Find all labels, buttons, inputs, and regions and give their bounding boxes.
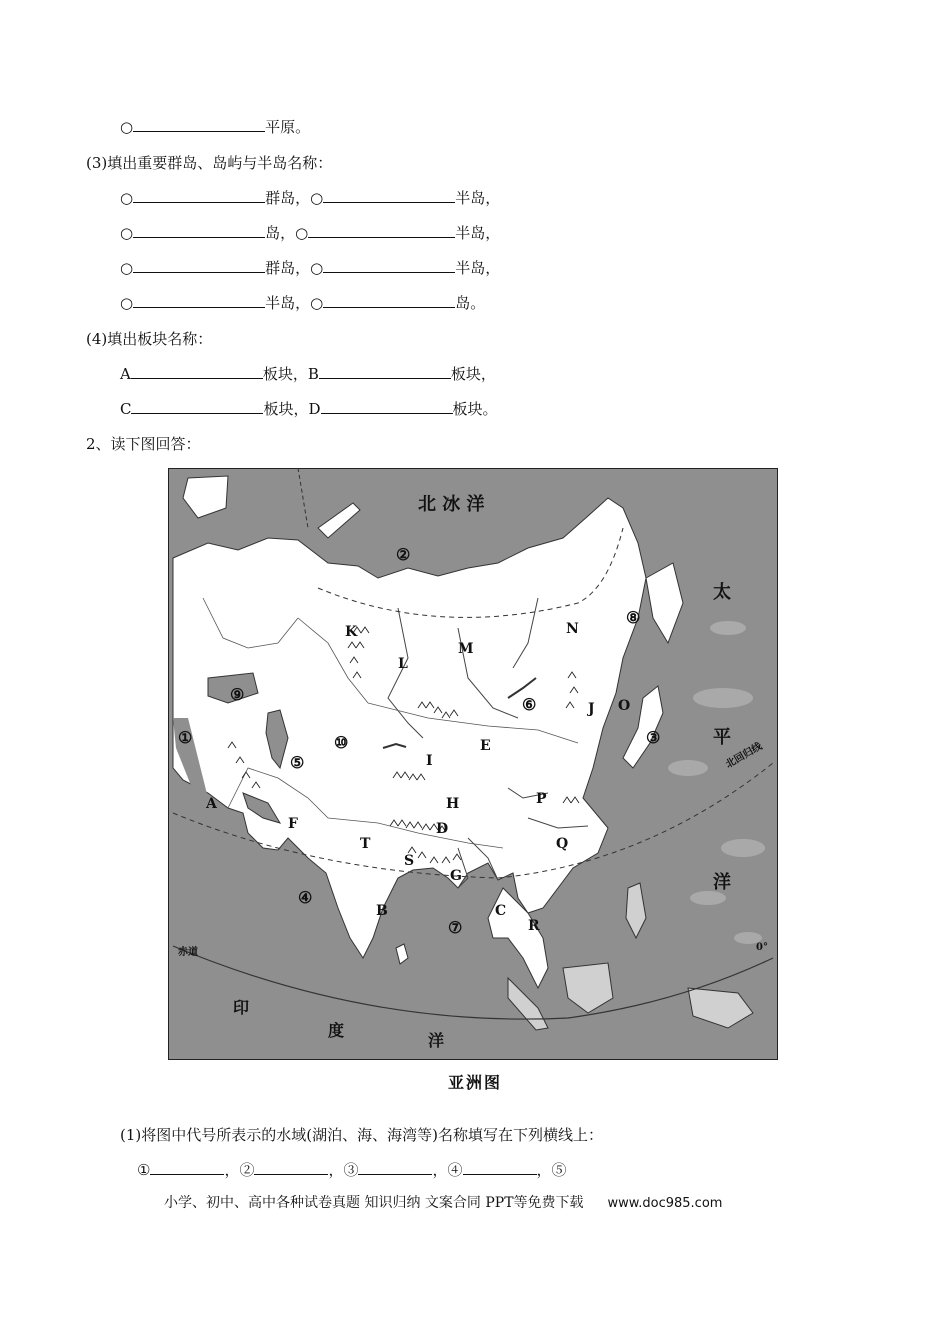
map-number-10: ⑩	[334, 733, 349, 752]
map-letter-G: G	[450, 868, 462, 884]
map-number-1: ①	[178, 728, 193, 747]
equator-label: 赤道	[178, 947, 198, 958]
zero-degree-label: 0°	[756, 942, 768, 953]
footer-url[interactable]: www.doc985.com	[607, 1196, 723, 1211]
answer-blank[interactable]	[133, 117, 265, 132]
map-number-9: ⑨	[230, 685, 245, 704]
map-letter-B: B	[376, 903, 388, 919]
answer-blank[interactable]	[323, 258, 455, 273]
indian-label-2: 度	[328, 1021, 345, 1040]
q4-row: C 板块，D 板块。	[120, 400, 498, 418]
page-footer: 小学、初中、高中各种试卷真题 知识归纳 文案合同 PPT等免费下载 www.doc985.com	[164, 1195, 723, 1211]
map-letter-T: T	[360, 836, 371, 852]
answer-blank[interactable]	[131, 399, 263, 414]
asia-map	[168, 468, 778, 1060]
answer-blank[interactable]	[323, 188, 455, 203]
map-number-3: ③	[646, 728, 661, 747]
indian-label-3: 洋	[428, 1031, 445, 1050]
map-letter-H: H	[446, 796, 460, 812]
map-letter-S: S	[404, 853, 415, 869]
answer-blank[interactable]	[358, 1160, 432, 1175]
map-number-4: ④	[298, 888, 313, 907]
map-letter-A: A	[206, 796, 217, 812]
map-number-5: ⑤	[290, 753, 305, 772]
q3-title: (3)填出重要群岛、岛屿与半岛名称：	[86, 154, 333, 172]
map-letter-P: P	[536, 791, 547, 807]
answer-blank[interactable]	[133, 188, 265, 203]
map-letter-J: J	[588, 701, 595, 717]
q3-row: ○ 半岛，○ 岛。	[120, 294, 486, 312]
map-number-2: ②	[396, 545, 411, 564]
map-letter-C: C	[495, 903, 507, 919]
sub-question-1: (1)将图中代号所表示的水域(湖泊、海、海湾等)名称填写在下列横线上：	[120, 1126, 603, 1144]
map-letter-D: D	[436, 821, 449, 837]
q1-plain-line: ○ 平原。	[120, 118, 311, 136]
q3-row: ○ 岛，○ 半岛，	[120, 224, 501, 242]
q4-title: (4)填出板块名称：	[86, 330, 213, 348]
map-number-6: ⑥	[522, 695, 537, 714]
indian-label-1: 印	[233, 998, 250, 1017]
q3-row: ○ 群岛，○ 半岛，	[120, 259, 501, 277]
tropic-label: 北回归线	[724, 741, 765, 771]
answer-blank[interactable]	[323, 293, 455, 308]
map-letter-R: R	[528, 918, 540, 934]
answer-blank[interactable]	[463, 1160, 537, 1175]
q3-row: ○ 群岛，○ 半岛，	[120, 189, 501, 207]
q2-title: 2、读下图回答：	[86, 435, 201, 453]
answer-blank[interactable]	[133, 223, 265, 238]
map-number-8: ⑧	[626, 608, 641, 627]
answer-blank[interactable]	[321, 399, 453, 414]
map-letter-I: I	[426, 753, 433, 769]
map-letter-F: F	[288, 816, 298, 832]
answer-blank[interactable]	[131, 364, 263, 379]
map-letter-L: L	[398, 656, 408, 672]
map-letter-Q: Q	[556, 836, 569, 852]
map-letter-E: E	[480, 738, 491, 754]
pacific-label-1: 太	[713, 582, 731, 603]
answer-blank[interactable]	[308, 223, 455, 238]
map-letter-K: K	[345, 624, 358, 640]
answer-blank[interactable]	[150, 1160, 224, 1175]
pacific-label-3: 洋	[713, 872, 731, 893]
pacific-label-2: 平	[713, 727, 731, 748]
answer-blank[interactable]	[254, 1160, 328, 1175]
map-letter-M: M	[458, 641, 474, 657]
sub-question-1-blanks: ① ，② ，③ ，④ ，⑤	[137, 1161, 567, 1179]
map-caption: 亚洲图	[447, 1073, 502, 1092]
q4-row: A 板块，B 板块，	[120, 365, 496, 383]
answer-blank[interactable]	[133, 258, 265, 273]
answer-blank[interactable]	[133, 293, 265, 308]
north-ocean-label: 北 冰 洋	[418, 494, 485, 515]
answer-blank[interactable]	[319, 364, 451, 379]
map-letter-N: N	[566, 621, 579, 637]
map-letter-O: O	[618, 698, 631, 714]
map-number-7: ⑦	[448, 918, 463, 937]
